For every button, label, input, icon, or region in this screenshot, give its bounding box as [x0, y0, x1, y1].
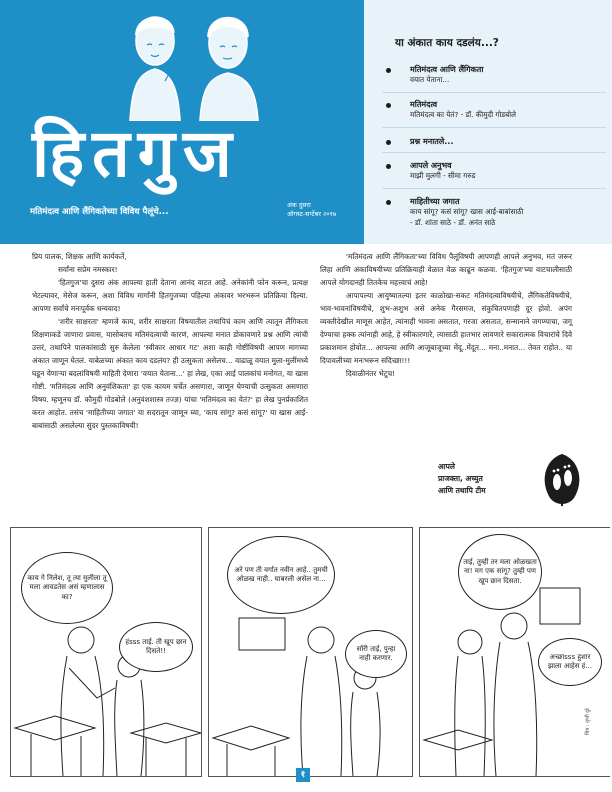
toc-title: आपले अनुभव [410, 161, 452, 170]
masthead [0, 0, 364, 244]
divider [382, 152, 606, 153]
toc-title: मतिमंदत्व [410, 100, 438, 109]
divider [382, 188, 606, 189]
letter-right-column [320, 250, 572, 380]
masthead-illustration [110, 3, 270, 121]
paragraph: आपापल्या आयुष्यातल्या इतर काळोखा-सकट मतिमंदत्वाविषयीचे, लैंगिकतेविषयीचे, भाव-भावनांविषयीचे, शुभ-अशुभ असे अनेक गैरसमज, संकुचितपणाही दूर होवो. अपंग व्यक्तीदेखील माणूस आहेत, त्यांनाही भावना असतात, गरजा असतात, सन्मानाने जगण्याचा, जगू देण्याचा हक्क त्यांनाही आहे, हे स्वीकारणारे, त्यासाठी हातभार लावणारे सकारात्मक विचारांचे दिवे प्रकाशमान होवोत... आपल्या आणि आजूबाजूच्या मेंदू..मेंदूत... मना..मनात... तेवत राहोत.. या दिपावलीच्या मनःभरून सदिच्छा!!! [320, 291, 572, 365]
illustration-credit: चित्र : तृप्ती दुरे [585, 708, 591, 735]
paragraph: 'शरीर साक्षरता' म्हणजे काय, शरीर साक्षरता विषयातील तथापिचं काम आणि त्यातून लैंगिकता शिक्षणाकडे जाणारा प्रवास, यासोबतच मतिमंदत्वाची कारणं, आपल्या मनात डोकावणारे प्रश्न आणि त्यांची उत्तरं, तथापिने पालकांसाठी सुरु केलेला 'स्वीकार आधार गट' अशा काही गोष्टींविषयी आपण मागच्या अंकात जाणून घेतलं. याबेळच्या अंकात काय दडलंय? ही उत्सुकता असेलच... वाढाळू वयात मुला-मुलींमध्ये घडून येणाऱ्या बदलांविषयी माहिती देणारा 'वयात येताना...' हा लेख, एका आई पालकांचं मनोगत, या खास गोष्टी. 'मतिमंदत्व आणि अनुवंशिकता' हा एक कायम चर्चेत असणारा, जाणून घेण्याची उत्सुकता असणारा विषय. म्हणूनच डॉ. कौमुदी गोडबोले (अनुवंशशास्त्र तज्ज्ञ) यांचा 'मतिमंदत्व का येतं?' हा लेख पुनर्प्रकाशित करत आहोत. तसंच 'माहितीच्या जगात' या सदरातून जाणून घ्या, 'काय सांगू? कसं सांगू?' या खास आई-बाबांसाठी असलेल्या सुंदर पुस्तकाविषयी! [32, 317, 308, 430]
issue-date: ऑगस्ट-सप्टेंबर २०१७ [287, 210, 337, 218]
issue-info [287, 201, 363, 219]
bullet-icon [386, 140, 391, 145]
issue-number: अंक दुसरा [287, 201, 311, 209]
comic-panel-1 [10, 527, 202, 777]
magazine-title: हितगुज [32, 114, 240, 192]
contents-panel [364, 0, 612, 244]
toc-subtitle: काय सांगू? कसं सांगू? खास आई-बाबांसाठी [410, 207, 524, 216]
speech-bubble: अच्छाsss हुशार झाला आहेस हं... [538, 638, 602, 686]
bullet-icon [386, 164, 391, 169]
speech-bubble: काय गे निलेश, तू त्या मुलीला तू मला आवडतेस असं म्हणालास का? [21, 552, 113, 624]
greeting: सर्वांना सप्रेम नमस्कार! [58, 265, 118, 274]
comic-strip [10, 527, 610, 784]
toc-title: मतिमंदत्व आणि लैंगिकता [410, 65, 484, 74]
toc-title: माहितीच्या जगात [410, 197, 460, 206]
divider [382, 127, 606, 128]
comic-panel-3 [419, 527, 610, 777]
page-number: १ [296, 768, 310, 782]
signoff-line: आपले [438, 462, 456, 471]
toc-subtitle: वयात येताना... [410, 75, 450, 84]
magazine-tagline: मतिमंदत्व आणि लैंगिकतेच्या विविध पैलूंचे... [30, 207, 169, 217]
bullet-icon [386, 103, 391, 108]
divider [382, 92, 606, 93]
speech-bubble: सॉरी ताई, पुन्हा नाही करणार. [345, 630, 407, 678]
paragraph: 'हितगुज'चा दुसरा अंक आपल्या हाती देताना आनंद वाटत आहे. अनेकांनी फोन करून, प्रत्यक्ष भेटल्यावर, मेसेज करून, अशा विविध मार्गांनी हितगुजच्या पहिल्या अंकावर भरभरून प्रतिक्रिया दिल्या. आपणा सर्वांचे मनःपूर्वक धन्यवाद! [32, 278, 308, 313]
contents-heading: या अंकात काय दडलंय...? [395, 37, 499, 49]
speech-bubble: अरे पण ती वर्गात नवीन आहे.. तुमची ओळख नाही.. घाबरली असेल ना... [227, 536, 335, 614]
signoff-line: आणि तथापि टीम [438, 486, 486, 495]
salutation: प्रिय पालक, शिक्षक आणि कार्यकर्ते, [32, 252, 127, 261]
organization-logo [540, 452, 584, 506]
paragraph: दिवाळीनंतर भेटूच! [346, 369, 396, 378]
toc-title: प्रश्न मनातले... [410, 137, 454, 146]
bullet-icon [386, 68, 391, 73]
paragraph: 'मतिमंदत्व आणि लैंगिकता'च्या विविध पैलूंविषयी आपणही आपले अनुभव, मतं जरूर लिहा आणि अंकाविषयीच्या प्रतिक्रियाही वेळात वेळ काढून कळवा. 'हितगुज'च्या वाटचालीसाठी आपले योगदानही तितकेच महत्त्वाचं आहे! [320, 252, 572, 287]
comic-panel-2 [208, 527, 413, 777]
speech-bubble: ताई, तुम्ही तर मला ओळखता ना! मग एक सांगू? तुम्ही पण खूप छान दिसता. [458, 534, 542, 610]
bullet-icon [386, 200, 391, 205]
signoff [438, 461, 538, 497]
toc-subtitle: मतिमंदत्व का येतं? - डॉ. कीमुदी गोडबोले [410, 110, 516, 119]
speech-bubble: हंsss ताई. ती खूप छान दिसते!! [119, 622, 193, 672]
toc-subtitle: माझी मुलगी - सीमा गरुड [410, 171, 476, 180]
toc-authors: - डॉ. शांता साठे - डॉ. अनंत साठे [410, 218, 496, 227]
letter-left-column [32, 250, 308, 432]
signoff-line: प्राजक्ता, अच्युत [438, 474, 483, 483]
